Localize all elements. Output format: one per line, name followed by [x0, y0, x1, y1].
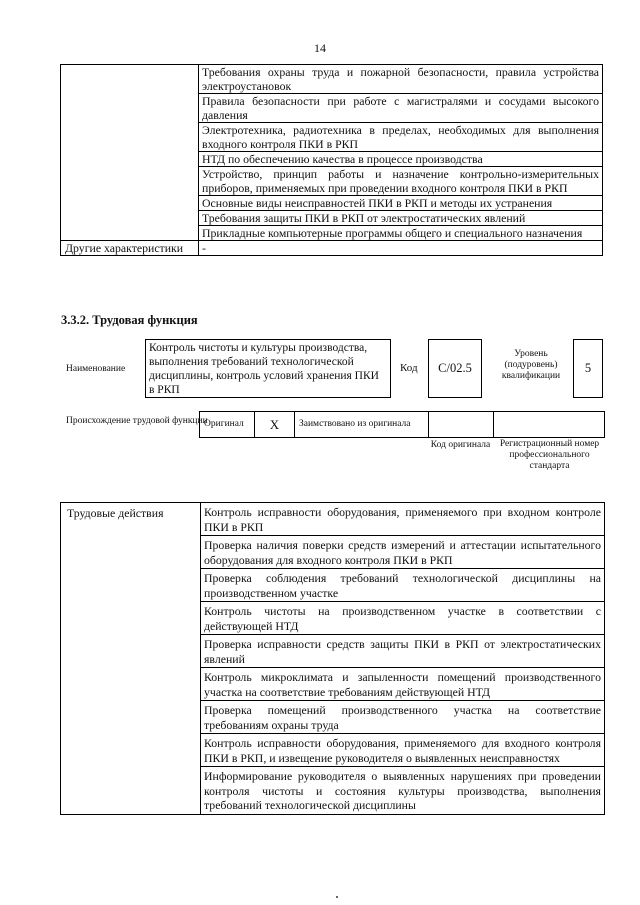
action-item: Контроль исправности оборудования, применяемого для входного контроля ПКИ в РКП, и извещение руководителя о выявленных неисправностях: [201, 734, 605, 767]
table-row: [200, 412, 605, 438]
other-characteristics-value: -: [199, 241, 603, 256]
original-mark: X: [255, 412, 295, 438]
requirement-item: Электротехника, радиотехника в пределах, необходимых для выполнения входного контроля ПКИ в РКП: [199, 123, 603, 152]
action-item: Контроль микроклимата и запыленности помещений производственного участка на соответствие требованиям действующей НТД: [201, 668, 605, 701]
function-code-value: C/02.5: [428, 339, 482, 398]
code-label: Код: [400, 362, 418, 374]
actions-label: Трудовые действия: [61, 503, 201, 815]
borrowed-label: Заимствовано из оригинала: [295, 412, 429, 438]
action-item: Проверка соблюдения требований технологической дисциплины на производственном участке: [201, 569, 605, 602]
requirement-item: Требования охраны труда и пожарной безопасности, правила устройства электроустановок: [199, 65, 603, 94]
function-name-value: Контроль чистоты и культуры производства, выполнения требований технологической дисциплины, контроль условий хранения ПКИ в РКП: [145, 339, 391, 398]
qualification-level-value: 5: [573, 339, 603, 398]
action-item: Проверка помещений производственного участка на соответствие требованиям охраны труда: [201, 701, 605, 734]
action-item: Проверка исправности средств защиты ПКИ в РКП от электростатических явлений: [201, 635, 605, 668]
action-item: Проверка наличия поверки средств измерений и аттестации испытательного оборудования для входного контроля ПКИ в РКП: [201, 536, 605, 569]
knowledge-table: [60, 64, 603, 256]
table-row: [61, 65, 603, 94]
requirement-item: НТД по обеспечению качества в процессе производства: [199, 152, 603, 167]
name-label: Наименование: [66, 364, 126, 374]
actions-table: [60, 502, 605, 815]
empty-label-cell: [61, 65, 199, 241]
table-row: [61, 503, 605, 536]
requirement-item: Основные виды неисправностей ПКИ в РКП и методы их устранения: [199, 196, 603, 211]
scan-dot: [336, 896, 338, 898]
code-original-cell: [429, 412, 494, 438]
section-title: 3.3.2. Трудовая функция: [61, 313, 198, 327]
other-characteristics-label: Другие характеристики: [61, 241, 199, 256]
action-item: Информирование руководителя о выявленных нарушениях при проведении контроля чистоты и состояния культуры производства, выполнения требований технологической дисциплины: [201, 767, 605, 815]
page-number: 14: [314, 41, 326, 55]
original-label: Оригинал: [200, 412, 255, 438]
requirement-item: Правила безопасности при работе с магистралями и сосудами высокого давления: [199, 94, 603, 123]
reg-number-cell: [494, 412, 605, 438]
table-row: [61, 241, 603, 256]
reg-number-caption: Регистрационный номер профессионального стандарта: [499, 439, 600, 471]
requirement-item: Прикладные компьютерные программы общего и специального назначения: [199, 226, 603, 241]
requirement-item: Устройство, принцип работы и назначение контрольно-измерительных приборов, применяемых при проведении входного контроля ПКИ в РКП: [199, 167, 603, 196]
action-item: Контроль чистоты на производственном участке в соответствии с действующей НТД: [201, 602, 605, 635]
action-item: Контроль исправности оборудования, применяемого при входном контроле ПКИ в РКП: [201, 503, 605, 536]
code-original-caption: Код оригинала: [430, 440, 491, 450]
origin-label: Происхождение трудовой функции: [66, 416, 208, 426]
requirement-item: Требования защиты ПКИ в РКП от электростатических явлений: [199, 211, 603, 226]
origin-table: [199, 411, 605, 438]
qualification-level-label: Уровень (подуровень) квалификации: [501, 349, 561, 381]
